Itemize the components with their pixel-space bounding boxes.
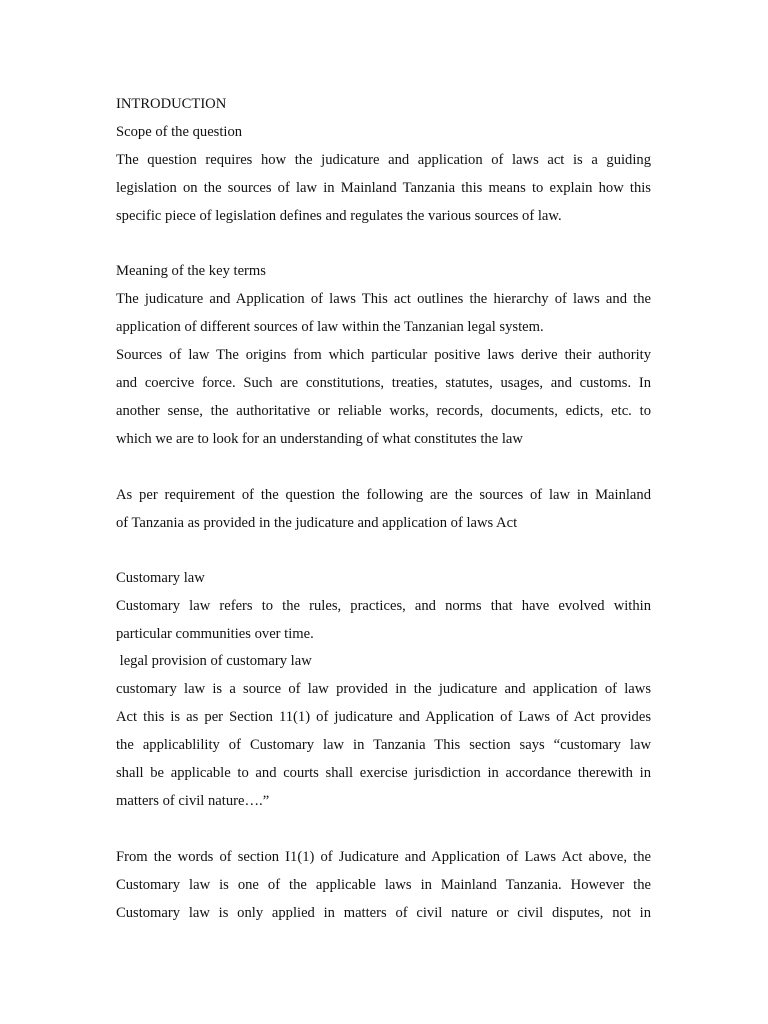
text-line: legislation on the sources of law in Mainland Tanzania this means to explain how this bbox=[116, 180, 651, 196]
text-line: and coercive force. Such are constitutions, treaties, statutes, usages, and customs. In bbox=[116, 375, 651, 391]
subheading-customary-law: Customary law bbox=[116, 570, 205, 586]
subheading-legal-provision: legal provision of customary law bbox=[116, 653, 312, 669]
text-line: Customary law is one of the applicable laws in Mainland Tanzania. However the bbox=[116, 877, 651, 893]
text-line: matters of civil nature….” bbox=[116, 793, 270, 809]
subheading-scope: Scope of the question bbox=[116, 124, 243, 140]
text-line: of Tanzania as provided in the judicature and application of laws Act bbox=[116, 515, 518, 531]
text-line: particular communities over time. bbox=[116, 626, 314, 642]
text-line: The judicature and Application of laws This act outlines the hierarchy of laws and the bbox=[116, 291, 651, 307]
text-line: application of different sources of law within the Tanzanian legal system. bbox=[116, 319, 544, 335]
text-line: Customary law refers to the rules, practices, and norms that have evolved within bbox=[116, 598, 651, 614]
text-line: Act this is as per Section 11(1) of judicature and Application of Laws of Act provides bbox=[116, 709, 651, 725]
text-line: The question requires how the judicature and application of laws act is a guiding bbox=[116, 152, 651, 168]
text-line: the applicablility of Customary law in Tanzania This section says “customary law bbox=[116, 737, 651, 753]
text-line: customary law is a source of law provided in the judicature and application of laws bbox=[116, 681, 651, 697]
text-line: shall be applicable to and courts shall exercise jurisdiction in accordance therewith in bbox=[116, 765, 651, 781]
heading-introduction: INTRODUCTION bbox=[116, 96, 227, 112]
text-line: Customary law is only applied in matters of civil nature or civil disputes, not in bbox=[116, 905, 651, 921]
text-line: From the words of section I1(1) of Judicature and Application of Laws Act above, the bbox=[116, 849, 651, 865]
text-line: As per requirement of the question the following are the sources of law in Mainland bbox=[116, 487, 651, 503]
text-line: which we are to look for an understanding of what constitutes the law bbox=[116, 431, 523, 447]
text-line: specific piece of legislation defines and regulates the various sources of law. bbox=[116, 208, 562, 224]
text-line: Sources of law The origins from which particular positive laws derive their authority bbox=[116, 347, 651, 363]
text-line: another sense, the authoritative or reliable works, records, documents, edicts, etc. to bbox=[116, 403, 651, 419]
subheading-key-terms: Meaning of the key terms bbox=[116, 263, 266, 279]
